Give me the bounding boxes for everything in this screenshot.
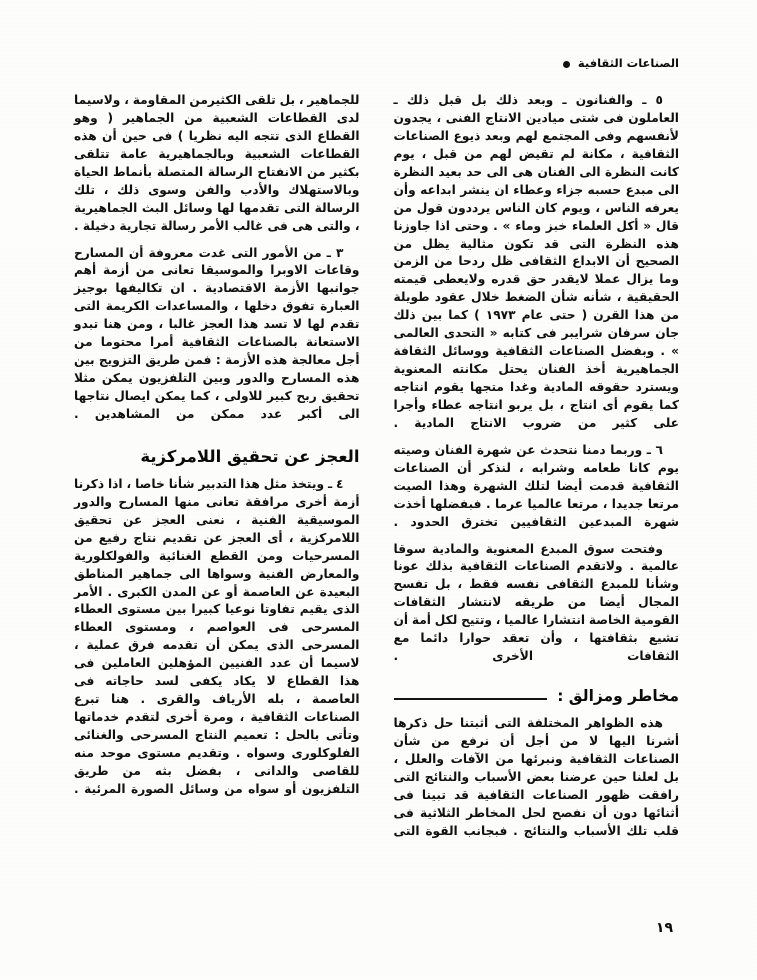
column-left xyxy=(74,92,360,910)
paragraph: ٥ ـ والفنانون ـ وبعد ذلك بل قبل ذلك ـ العاملون فى شتى ميادين الانتاج الفنى ، يجدون لأنفسهم وفى المجتمع لهم وبعد ذيوع الصناعات الثقافية ، مكانة لم تقيض لهم من قبل ، يوم كانت النظرة الى الفنان هى الى حد بعيد النظرة الى مبدع حسبه جزاء وعطاء ان ينشر ابداعه وأن يعرفه الناس ، ويوم كان الناس يرددون قول من قال « أكل العلماء خبز وماء » . وحتى اذا جاوزنا هذه النظرة التى قد تكون مثالية يظل من الصحيح أن الابداع الثقافى ظل ردحا من الزمن وما يزال عملا لايقدر حق قدره ولايعطى قيمته الحقيقية ، شأنه شأن الضغط خلال عقود طويلة من هذا القرن ( حتى عام ١٩٧٣ ) كما بين ذلك جان سرفان شرايبر فى كتابه « التحدى العالمى » . وبفضل الصناعات الثقافية ووسائل الثقافة الجماهيرية أخذ الفنان يحتل مكانته المعنوية ويسترد حقوقه المادية وغدا متجها يقوم انتاجه كما يقوم أى انتاج ، بل يربو انتاجه عطاء وأجرا على كثير من ضروب الانتاج المادية . xyxy=(393,93,679,430)
section-heading: مخاطر ومزالق : xyxy=(557,687,679,706)
bullet-icon xyxy=(563,61,570,68)
text-columns xyxy=(74,92,679,910)
page-number: ١٩ xyxy=(655,920,673,936)
paragraph: ٦ ـ وربما دمنا نتحدث عن شهرة الفنان وصيته يوم كانا طعامه وشرابه ، لنذكر أن الصناعات الثقافية قدمت أيضا لتلك الشهرة وهذا الصيت مرتعا جديدا ، مرتعا عالميا عرما . فبفضلها أخذت شهرة المبدعين الثقافيين تخترق الحدود . xyxy=(393,442,679,529)
heading-rule xyxy=(394,698,548,700)
paragraph: هذه الظواهر المختلفة التى أثبتنا حل ذكرها أشرنا اليها لا من أجل أن نرفع من شأن الصناعات الثقافية ونبرئها من الآفات والعلل ، بل لعلنا حين عرضنا بعض الأسباب والنتائج التى رافقت ظهور الصناعات الثقافية قد تبينا فى أثنائها دون أن نفصح لحل المخاطر الثلاثية فى قلب تلك الأسباب والنتائج . فبجانب القوة التى xyxy=(393,716,679,838)
paragraph: للجماهير ، بل تلقى الكثيرمن المقاومة ، ولاسيما لدى القطاعات الشعبية من الجماهير ( وهو القطاع الذى تتجه اليه نظريا ) فى حين أن هذه القطاعات الشعبية وبالجماهيرية عامة تتلقى بكثير من الانفتاح الرسالة المتصلة بأنماط الحياة وبالاستهلاك والأدب والفن وسوى ذلك ، تلك الرسالة التى تقدمها لها وسائل البث الجماهيرية ، والتى هى فى غالب الأمر رسالة تجارية دخيلة . xyxy=(74,93,360,233)
paragraph: ٣ ـ من الأمور التى غدت معروفة أن المسارح وقاعات الاوبرا والموسيقا تعانى من أزمة أهم جوانبها الأزمة الاقتصادية . ان تكاليفها بوجيز العبارة تفوق دخلها ، والمساعدات الكريمة التى تقدم لها لا تسد هذا العجز غالبا ، ومن هنا تبدو الاستعانة بالصناعات الثقافية أمرا محتوما من أجل معالجة هذه الأزمة : فمن طريق التزويج بين هذه المسارح والدور وبين التلفزيون يمكن مثلا تحقيق ربح كبير للاولى ، كما يمكن ايصال نتاجها الى أكبر عدد ممكن من المشاهدين . xyxy=(74,245,360,421)
column-right xyxy=(394,92,680,910)
section-heading: العجز عن تحقيق اللامركزية xyxy=(140,446,360,466)
page-header xyxy=(78,56,679,78)
section-heading-with-rule xyxy=(394,687,680,705)
paragraph: وفتحت سوق المبدع المعنوية والمادية سوقا عالمية . ولاتقدم الصناعات الثقافية بذلك عونا وشأنا للمبدع الثقافى نفسه فقط ، بل تفسح المجال أيضا من طريقه لانتشار الثقافات القومية الخاصة انتشارا عالميا ، وتتيح لكل أمة أن تشيع بثقافتها ، وأن تعقد حوارا دائما مع الثقافات الأخرى . xyxy=(393,541,679,664)
header-title: الصناعات الثقافية xyxy=(577,56,679,70)
paragraph: ٤ ـ ويتخذ مثل هذا التدبير شأنا خاصا ، اذا ذكرنا أزمة أخرى مرافقة تعانى منها المسارح والدور الموسيقية الفنية ، نعنى العجز عن تحقيق اللامركزية ، أى العجز عن تقديم نتاج رفيع من المسرحيات ومن القطع الغنائية والفولكلورية والمعارض الفنية وسواها الى جماهير المناطق البعيدة عن العاصمة أو عن المدن الكبرى . الأمر الذى يقيم تفاوتا نوعيا كبيرا بين مستوى العطاء المسرحى فى العواصم ، ومستوى العطاء المسرحى الذى يمكن أن تقدمه فرق عملية ، لاسيما أن عدد الفنيين المؤهلين العاملين فى هذا القطاع لا يكاد يكفى لسد حاجاته فى العاصمة ، بله الأرياف والقرى . هنا تبرع الصناعات الثقافية ، ومرة أخرى لتقدم خدماتها وتأتى بالحل : تعميم النتاج المسرحى والغنائى الفلوكلورى وسواه . وتقديم مستوى موحد منه للقاصى والدانى ، بفضل بثه من طريق التلفزيون أو سواه من وسائل الصورة المرئية . xyxy=(74,476,360,796)
